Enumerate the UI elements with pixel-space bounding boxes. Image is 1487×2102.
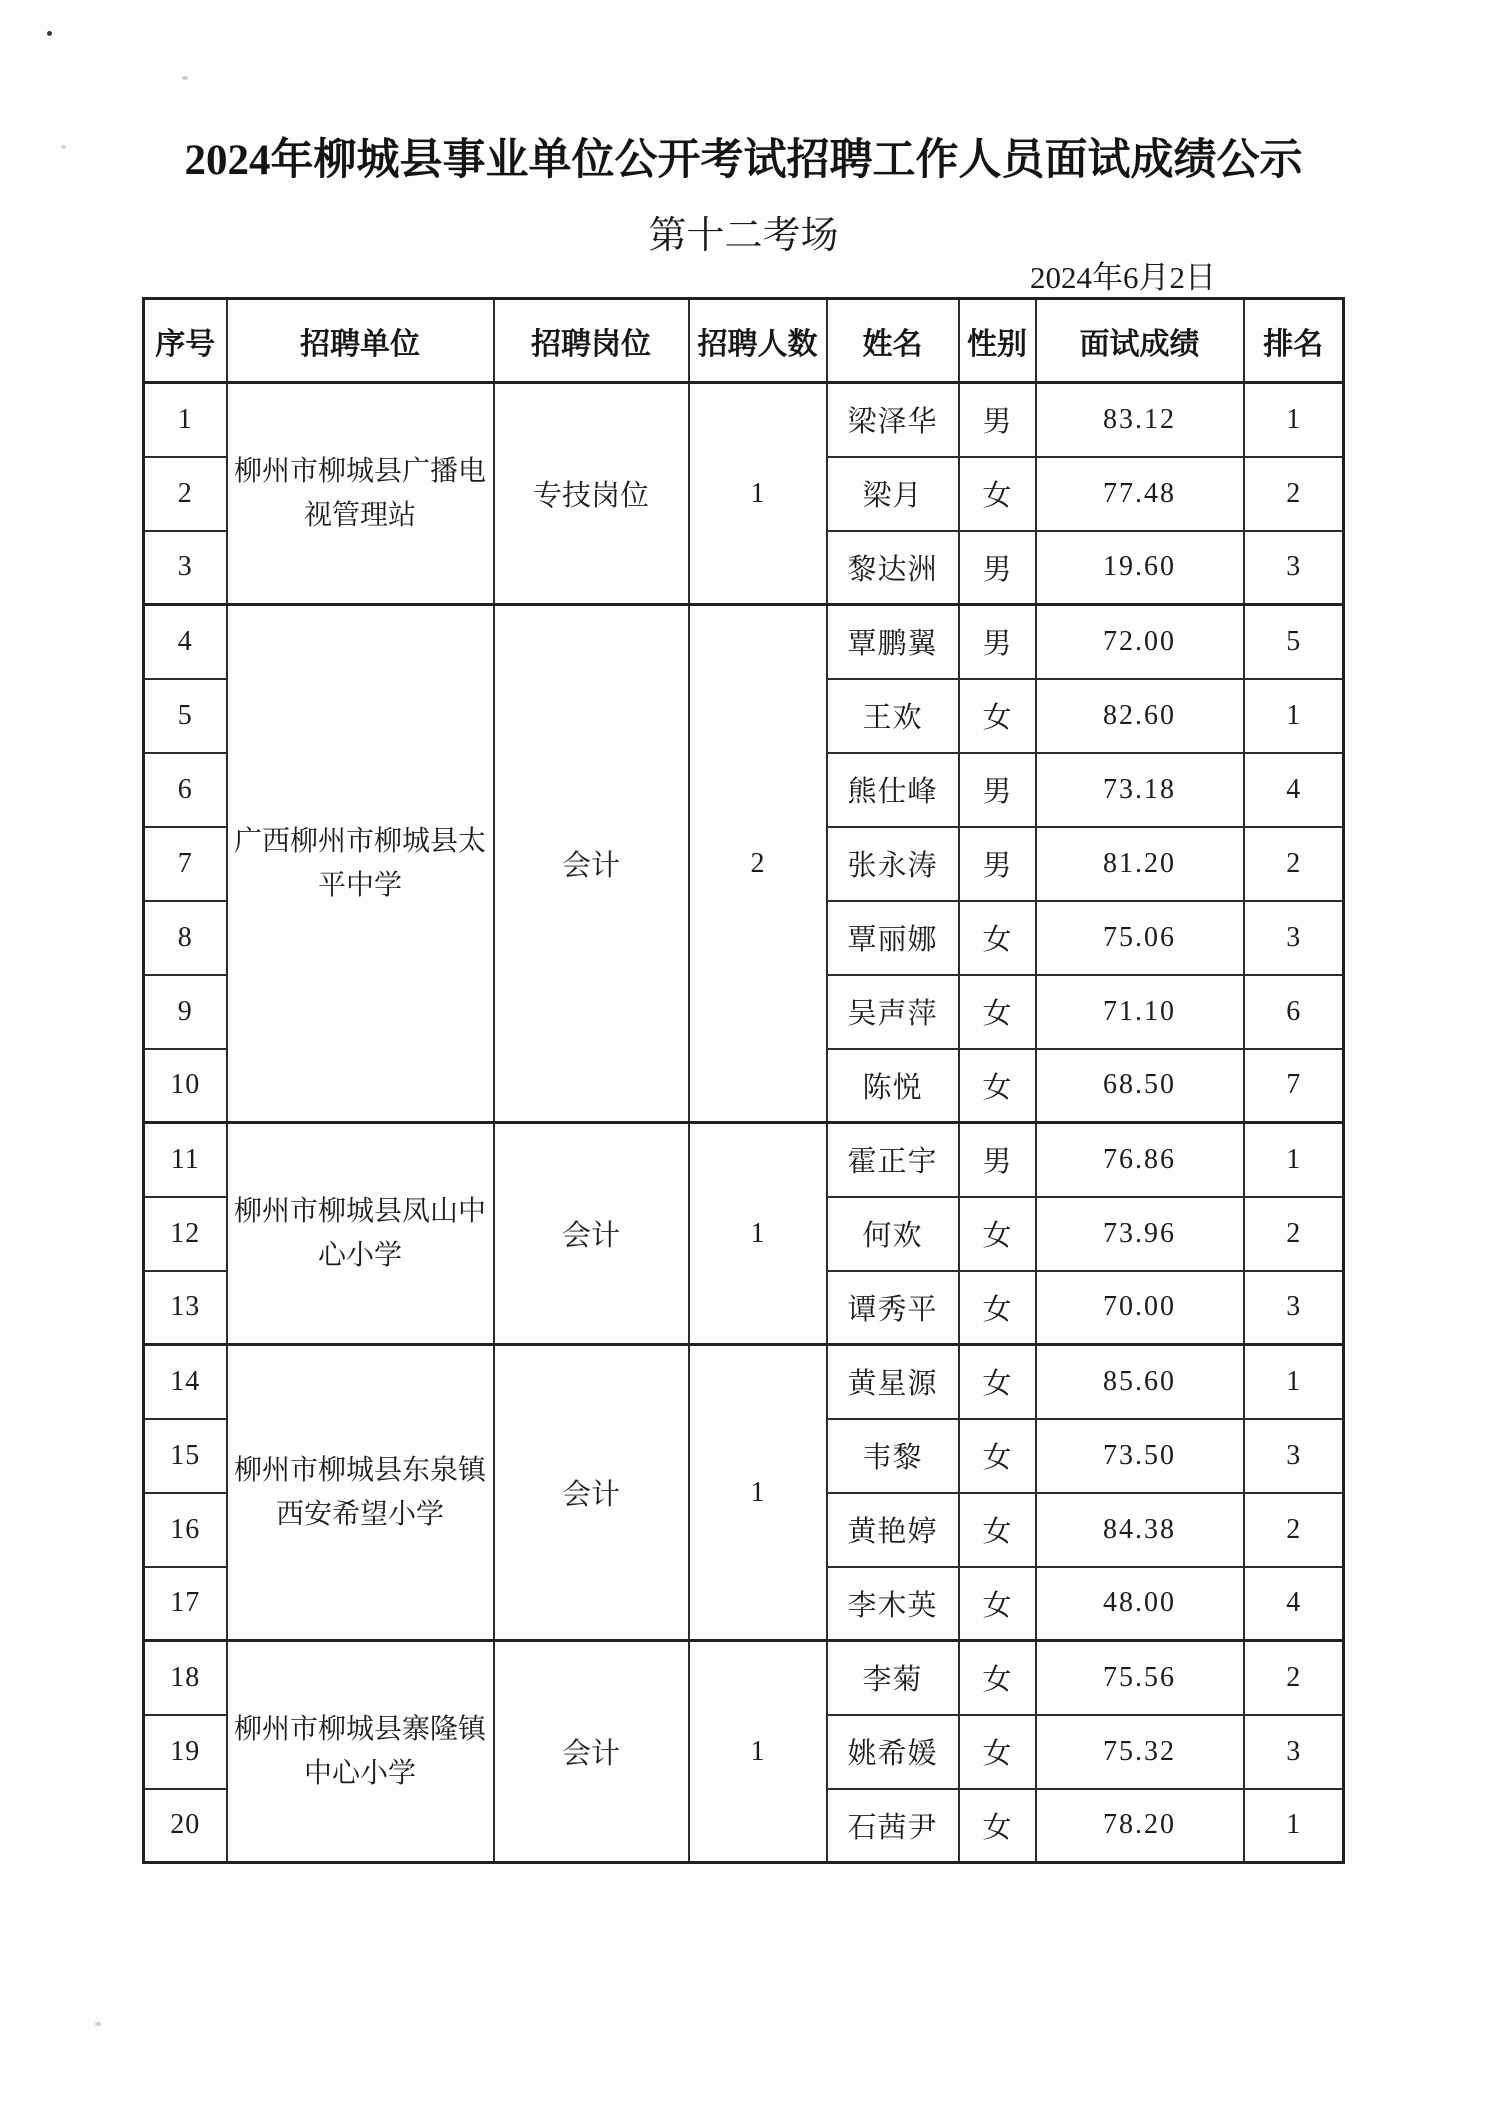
page-title: 2024年柳城县事业单位公开考试招聘工作人员面试成绩公示	[184, 137, 1303, 184]
rank-cell: 1	[1244, 1345, 1344, 1419]
scan-speck	[95, 2022, 101, 2026]
rank-cell: 2	[1244, 1641, 1344, 1715]
name-cell: 谭秀平	[827, 1271, 959, 1345]
gender-cell: 男	[959, 827, 1036, 901]
openings-cell: 2	[689, 605, 827, 1123]
col-header-3: 招聘人数	[689, 299, 827, 383]
name-cell: 王欢	[827, 679, 959, 753]
results-table	[142, 297, 1345, 1864]
gender-cell: 女	[959, 457, 1036, 531]
name-cell: 熊仕峰	[827, 753, 959, 827]
seq-cell: 10	[144, 1049, 227, 1123]
gender-cell: 男	[959, 383, 1036, 457]
score-cell: 75.06	[1036, 901, 1244, 975]
position-cell: 会计	[494, 1345, 689, 1641]
gender-cell: 女	[959, 901, 1036, 975]
gender-cell: 女	[959, 1789, 1036, 1863]
position-cell: 会计	[494, 605, 689, 1123]
name-cell: 石茜尹	[827, 1789, 959, 1863]
score-cell: 48.00	[1036, 1567, 1244, 1641]
name-cell: 何欢	[827, 1197, 959, 1271]
gender-cell: 女	[959, 1641, 1036, 1715]
score-cell: 71.10	[1036, 975, 1244, 1049]
seq-cell: 2	[144, 457, 227, 531]
score-cell: 70.00	[1036, 1271, 1244, 1345]
rank-cell: 2	[1244, 1493, 1344, 1567]
col-header-2: 招聘岗位	[494, 299, 689, 383]
col-header-1: 招聘单位	[227, 299, 494, 383]
name-cell: 霍正宇	[827, 1123, 959, 1197]
unit-cell: 柳州市柳城县凤山中心小学	[227, 1123, 494, 1345]
score-cell: 73.96	[1036, 1197, 1244, 1271]
unit-cell: 柳州市柳城县广播电视管理站	[227, 383, 494, 605]
seq-cell: 18	[144, 1641, 227, 1715]
gender-cell: 女	[959, 1049, 1036, 1123]
date-label: 2024年6月2日	[1030, 260, 1216, 295]
rank-cell: 6	[1244, 975, 1344, 1049]
score-cell: 68.50	[1036, 1049, 1244, 1123]
name-cell: 黎达洲	[827, 531, 959, 605]
name-cell: 李菊	[827, 1641, 959, 1715]
position-cell: 会计	[494, 1123, 689, 1345]
rank-cell: 3	[1244, 531, 1344, 605]
seq-cell: 1	[144, 383, 227, 457]
score-cell: 73.18	[1036, 753, 1244, 827]
scan-speck	[182, 76, 188, 80]
header-row	[144, 299, 1344, 383]
seq-cell: 13	[144, 1271, 227, 1345]
seq-cell: 6	[144, 753, 227, 827]
table-row	[144, 1123, 1344, 1197]
name-cell: 覃丽娜	[827, 901, 959, 975]
rank-cell: 3	[1244, 1715, 1344, 1789]
unit-cell: 广西柳州市柳城县太平中学	[227, 605, 494, 1123]
rank-cell: 3	[1244, 901, 1344, 975]
score-cell: 75.56	[1036, 1641, 1244, 1715]
seq-cell: 12	[144, 1197, 227, 1271]
rank-cell: 1	[1244, 1123, 1344, 1197]
scan-speck	[47, 31, 52, 36]
name-cell: 陈悦	[827, 1049, 959, 1123]
score-cell: 83.12	[1036, 383, 1244, 457]
seq-cell: 20	[144, 1789, 227, 1863]
score-cell: 81.20	[1036, 827, 1244, 901]
gender-cell: 男	[959, 531, 1036, 605]
table-row	[144, 605, 1344, 679]
seq-cell: 4	[144, 605, 227, 679]
openings-cell: 1	[689, 1123, 827, 1345]
name-cell: 李木英	[827, 1567, 959, 1641]
score-cell: 75.32	[1036, 1715, 1244, 1789]
name-cell: 黄艳婷	[827, 1493, 959, 1567]
gender-cell: 男	[959, 1123, 1036, 1197]
openings-cell: 1	[689, 1345, 827, 1641]
seq-cell: 8	[144, 901, 227, 975]
table-row	[144, 1641, 1344, 1715]
seq-cell: 7	[144, 827, 227, 901]
gender-cell: 女	[959, 1345, 1036, 1419]
rank-cell: 1	[1244, 679, 1344, 753]
score-cell: 77.48	[1036, 457, 1244, 531]
name-cell: 梁月	[827, 457, 959, 531]
rank-cell: 5	[1244, 605, 1344, 679]
name-cell: 黄星源	[827, 1345, 959, 1419]
score-cell: 72.00	[1036, 605, 1244, 679]
seq-cell: 3	[144, 531, 227, 605]
gender-cell: 女	[959, 1493, 1036, 1567]
table-row	[144, 1345, 1344, 1419]
col-header-7: 排名	[1244, 299, 1344, 383]
name-cell: 韦黎	[827, 1419, 959, 1493]
score-cell: 76.86	[1036, 1123, 1244, 1197]
col-header-4: 姓名	[827, 299, 959, 383]
seq-cell: 14	[144, 1345, 227, 1419]
col-header-5: 性别	[959, 299, 1036, 383]
rank-cell: 1	[1244, 383, 1344, 457]
seq-cell: 9	[144, 975, 227, 1049]
gender-cell: 男	[959, 605, 1036, 679]
table-row	[144, 383, 1344, 457]
score-cell: 78.20	[1036, 1789, 1244, 1863]
rank-cell: 2	[1244, 827, 1344, 901]
col-header-0: 序号	[144, 299, 227, 383]
name-cell: 张永涛	[827, 827, 959, 901]
rank-cell: 2	[1244, 1197, 1344, 1271]
openings-cell: 1	[689, 383, 827, 605]
rank-cell: 3	[1244, 1271, 1344, 1345]
rank-cell: 3	[1244, 1419, 1344, 1493]
page-subtitle: 第十二考场	[648, 215, 839, 257]
rank-cell: 1	[1244, 1789, 1344, 1863]
rank-cell: 4	[1244, 1567, 1344, 1641]
gender-cell: 女	[959, 1567, 1036, 1641]
score-cell: 73.50	[1036, 1419, 1244, 1493]
score-cell: 82.60	[1036, 679, 1244, 753]
gender-cell: 女	[959, 1197, 1036, 1271]
seq-cell: 19	[144, 1715, 227, 1789]
seq-cell: 5	[144, 679, 227, 753]
score-cell: 84.38	[1036, 1493, 1244, 1567]
gender-cell: 女	[959, 1419, 1036, 1493]
seq-cell: 16	[144, 1493, 227, 1567]
gender-cell: 男	[959, 753, 1036, 827]
name-cell: 覃鹏翼	[827, 605, 959, 679]
unit-cell: 柳州市柳城县寨隆镇中心小学	[227, 1641, 494, 1863]
position-cell: 专技岗位	[494, 383, 689, 605]
gender-cell: 女	[959, 679, 1036, 753]
col-header-6: 面试成绩	[1036, 299, 1244, 383]
name-cell: 吴声萍	[827, 975, 959, 1049]
name-cell: 姚希媛	[827, 1715, 959, 1789]
gender-cell: 女	[959, 975, 1036, 1049]
seq-cell: 11	[144, 1123, 227, 1197]
seq-cell: 17	[144, 1567, 227, 1641]
name-cell: 梁泽华	[827, 383, 959, 457]
score-cell: 85.60	[1036, 1345, 1244, 1419]
gender-cell: 女	[959, 1271, 1036, 1345]
unit-cell: 柳州市柳城县东泉镇西安希望小学	[227, 1345, 494, 1641]
position-cell: 会计	[494, 1641, 689, 1863]
gender-cell: 女	[959, 1715, 1036, 1789]
openings-cell: 1	[689, 1641, 827, 1863]
seq-cell: 15	[144, 1419, 227, 1493]
rank-cell: 7	[1244, 1049, 1344, 1123]
rank-cell: 2	[1244, 457, 1344, 531]
score-cell: 19.60	[1036, 531, 1244, 605]
rank-cell: 4	[1244, 753, 1344, 827]
